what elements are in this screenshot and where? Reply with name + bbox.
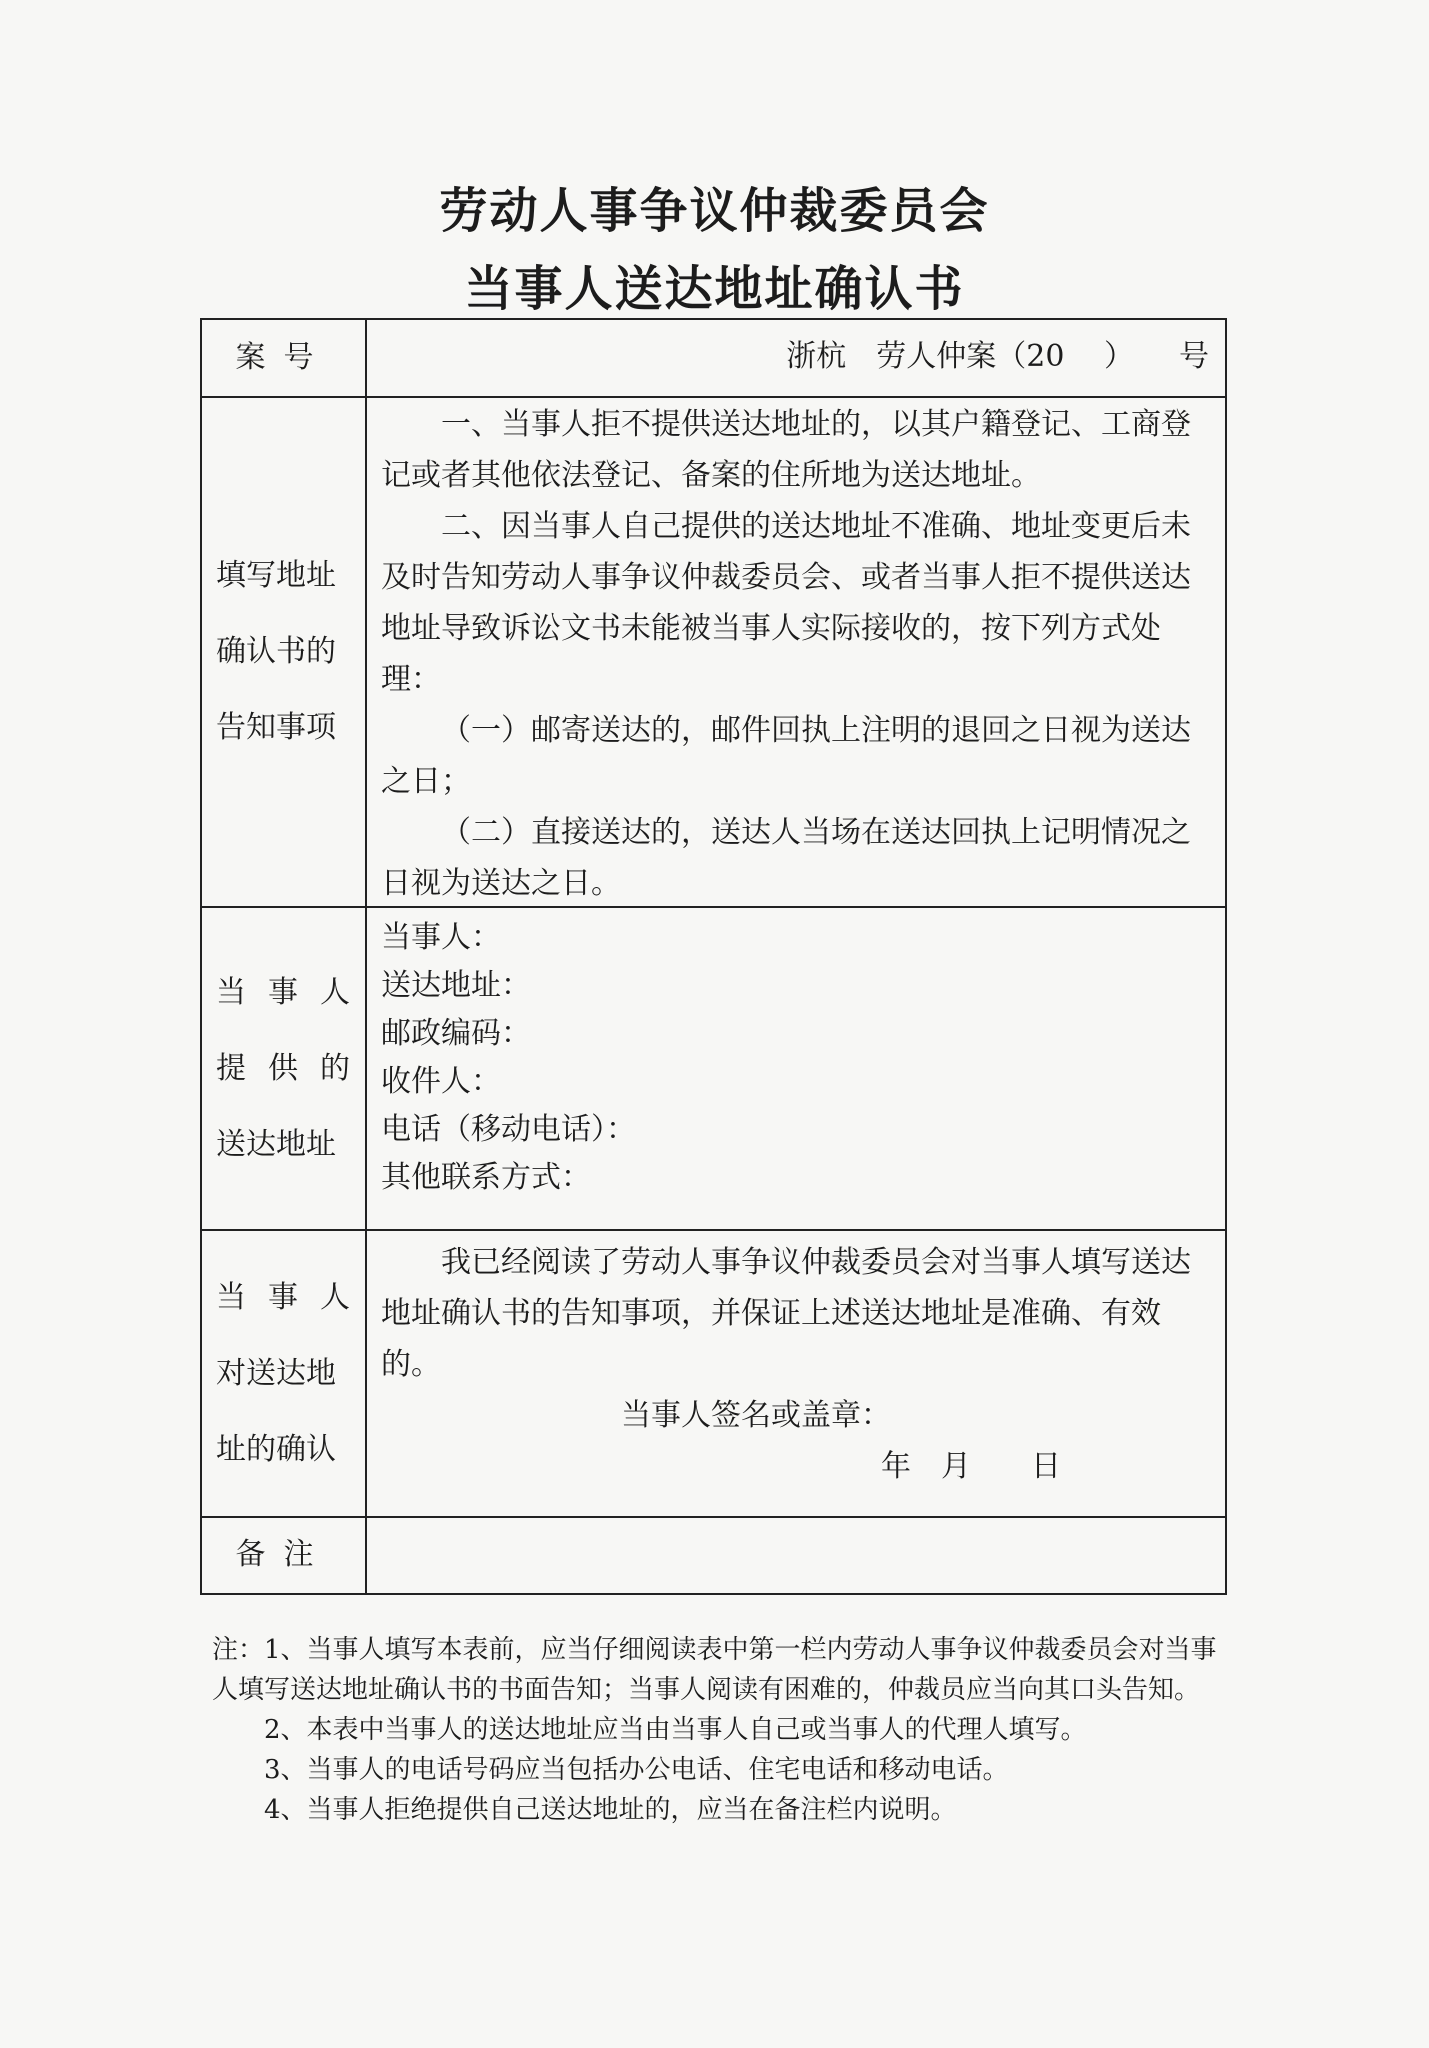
- address-label: [202, 908, 367, 1229]
- confirmation-form-table: [200, 318, 1227, 1595]
- remarks-label: 备注: [202, 1518, 367, 1593]
- notice-paragraph: （一）邮寄送达的，邮件回执上注明的退回之日视为送达之日；: [381, 713, 1191, 799]
- notice-label-line: 填写地址: [216, 558, 336, 593]
- confirmation-content: [367, 1231, 1225, 1516]
- address-label-line: 当 事 人: [216, 974, 350, 1010]
- postal-code-field[interactable]: 邮政编码：: [381, 1016, 531, 1051]
- recipient-field[interactable]: 收件人：: [381, 1064, 501, 1099]
- case-number-field[interactable]: 浙杭 劳人仲案（20 ） 号: [786, 339, 1209, 374]
- date-field[interactable]: 年 月 日: [881, 1449, 1061, 1484]
- notice-paragraph: （二）直接送达的，送达人当场在送达回执上记明情况之日视为送达之日。: [381, 815, 1191, 901]
- remarks-field[interactable]: [367, 1518, 1225, 1593]
- footnote: 4、当事人拒绝提供自己送达地址的，应当在备注栏内说明。: [264, 1795, 957, 1825]
- notice-label: [202, 398, 367, 906]
- service-address-field[interactable]: 送达地址：: [381, 968, 531, 1003]
- case-number-row: [202, 320, 1225, 398]
- footnote: 注：1、当事人填写本表前，应当仔细阅读表中第一栏内劳动人事争议仲裁委员会对当事人填写送达地址确认书的书面告知；当事人阅读有困难的，仲裁员应当向其口头告知。: [212, 1635, 1217, 1705]
- footnote: 3、当事人的电话号码应当包括办公电话、住宅电话和移动电话。: [264, 1755, 1009, 1785]
- document-title: 劳动人事争议仲裁委员会: [439, 183, 990, 239]
- confirmation-label-line: 当 事 人: [216, 1279, 350, 1315]
- address-fields: [367, 908, 1225, 1229]
- confirmation-statement: 我已经阅读了劳动人事争议仲裁委员会对当事人填写送达地址确认书的告知事项，并保证上述送达地址是准确、有效的。: [381, 1245, 1191, 1382]
- footnotes: [212, 1630, 1222, 1830]
- other-contact-field[interactable]: 其他联系方式：: [381, 1160, 591, 1195]
- notice-paragraph: 一、当事人拒不提供送达地址的，以其户籍登记、工商登记或者其他依法登记、备案的住所地为送达地址。: [381, 407, 1191, 493]
- notice-paragraph: 二、因当事人自己提供的送达地址不准确、地址变更后未及时告知劳动人事争议仲裁委员会、或者当事人拒不提供送达地址导致诉讼文书未能被当事人实际接收的，按下列方式处理：: [381, 509, 1191, 697]
- footnote: 2、本表中当事人的送达地址应当由当事人自己或当事人的代理人填写。: [264, 1715, 1087, 1745]
- notice-content: [367, 398, 1225, 906]
- signature-field[interactable]: 当事人签名或盖章：: [621, 1398, 891, 1433]
- case-number-label: 案号: [202, 320, 367, 396]
- notice-row: [202, 398, 1225, 908]
- confirmation-label-line: 对送达地: [216, 1355, 336, 1391]
- mobile-phone-field[interactable]: 电话（移动电话）：: [381, 1112, 636, 1147]
- address-label-line: 送达地址: [216, 1126, 336, 1162]
- address-label-line: 提 供 的: [216, 1050, 350, 1086]
- confirmation-label: [202, 1231, 367, 1516]
- document-subtitle: 当事人送达地址确认书: [464, 261, 965, 317]
- address-row: [202, 908, 1225, 1231]
- party-name-field[interactable]: 当事人：: [381, 920, 501, 955]
- notice-label-line: 告知事项: [216, 710, 336, 745]
- confirmation-label-line: 址的确认: [216, 1431, 336, 1467]
- remarks-row: [202, 1518, 1225, 1593]
- confirmation-row: [202, 1231, 1225, 1518]
- notice-label-line: 确认书的: [216, 634, 336, 669]
